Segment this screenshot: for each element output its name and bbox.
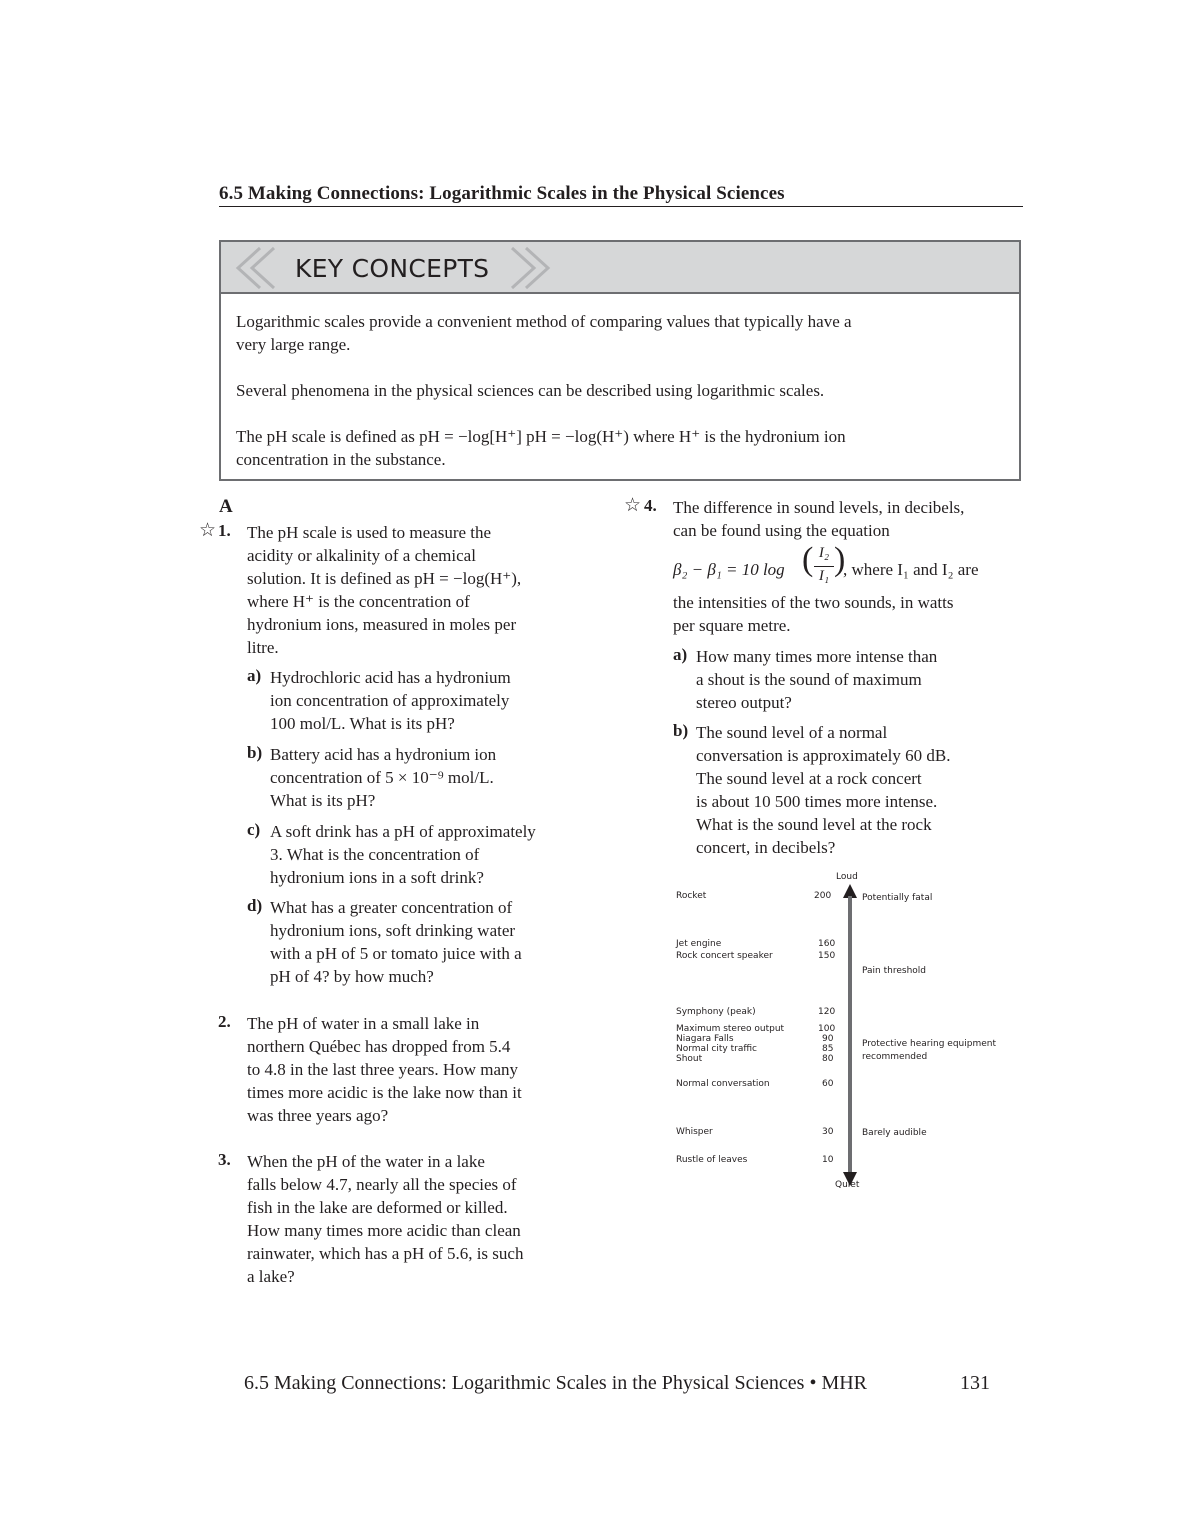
part-label: a) xyxy=(673,645,688,664)
source-label: Whisper xyxy=(676,1127,713,1137)
part-label: c) xyxy=(247,820,261,839)
question-2-text xyxy=(247,1012,592,1127)
text-line: hydronium ions, soft drinking water xyxy=(270,921,516,940)
text-line: a shout is the sound of maximum xyxy=(696,670,922,689)
text-line: with a pH of 5 or tomato juice with a xyxy=(270,944,522,963)
text-line: acidity or alkalinity of a chemical xyxy=(247,546,476,565)
key-concept-line: Several phenomena in the physical sciences can be described using logarithmic scales. xyxy=(236,381,825,400)
axis-top-label: Loud xyxy=(836,872,858,882)
decibel-value: 100 xyxy=(818,1024,836,1034)
text-line: 3. What is the concentration of xyxy=(270,845,480,864)
text-line: 100 mol/L. What is its pH? xyxy=(270,714,455,733)
decibel-value: 90 xyxy=(822,1034,834,1044)
decibel-value: 200 xyxy=(814,891,832,901)
decibel-value: 10 xyxy=(822,1155,834,1165)
page-number: 131 xyxy=(960,1372,990,1394)
text-line: hydronium ions in a soft drink? xyxy=(270,868,484,887)
text-line: concert, in decibels? xyxy=(696,838,836,857)
question-number: 2. xyxy=(218,1012,231,1031)
equation-numerator: I₂ xyxy=(818,545,830,561)
question-1c-text xyxy=(270,820,600,889)
title-divider xyxy=(219,206,1023,207)
text-line: where H⁺ is the concentration of xyxy=(247,592,470,611)
part-label: b) xyxy=(673,721,689,740)
key-concept-line: very large range. xyxy=(236,335,351,354)
part-label: b) xyxy=(247,743,263,762)
text-line: The difference in sound levels, in decibels, xyxy=(673,498,965,517)
text-line: What is its pH? xyxy=(270,791,376,810)
question-number: 3. xyxy=(218,1150,231,1169)
paren-right: ) xyxy=(834,541,846,578)
annotation-label: Potentially fatal xyxy=(862,893,933,903)
text-line: ion concentration of approximately xyxy=(270,691,510,710)
decibel-value: 30 xyxy=(822,1127,834,1137)
text-line: the intensities of the two sounds, in watts xyxy=(673,593,954,612)
question-number: 4. xyxy=(644,496,657,515)
text-line: What has a greater concentration of xyxy=(270,898,513,917)
text-line: litre. xyxy=(247,638,279,657)
annotation-label: Pain threshold xyxy=(862,966,926,976)
text-line: How many times more intense than xyxy=(696,647,938,666)
question-4-text xyxy=(673,496,1013,542)
equation-rest: , where I₁ and I₂ are xyxy=(843,560,979,579)
annotation-label: Protective hearing equipment xyxy=(862,1039,996,1049)
text-line: concentration of 5 × 10⁻⁹ mol/L. xyxy=(270,768,494,787)
text-line: conversation is approximately 60 dB. xyxy=(696,746,951,765)
key-concept-line: Logarithmic scales provide a convenient method of comparing values that typically have a xyxy=(236,312,852,331)
text-line: can be found using the equation xyxy=(673,521,890,540)
text-line: fish in the lake are deformed or killed. xyxy=(247,1198,508,1217)
part-label: d) xyxy=(247,896,263,915)
question-4-text-cont xyxy=(673,591,1013,637)
question-4a-text xyxy=(696,645,1016,714)
decibel-value: 120 xyxy=(818,1007,836,1017)
text-line: How many times more acidic than clean xyxy=(247,1221,521,1240)
paren-left: ( xyxy=(802,541,814,578)
text-line: to 4.8 in the last three years. How many xyxy=(247,1060,518,1079)
text-line: When the pH of the water in a lake xyxy=(247,1152,485,1171)
text-line: stereo output? xyxy=(696,693,792,712)
decibel-value: 85 xyxy=(822,1044,834,1054)
source-label: Symphony (peak) xyxy=(676,1007,756,1017)
source-label: Rocket xyxy=(676,891,707,901)
text-line: falls below 4.7, nearly all the species of xyxy=(247,1175,517,1194)
text-line: The pH scale is used to measure the xyxy=(247,523,492,542)
text-line: The pH of water in a small lake in xyxy=(247,1014,480,1033)
text-line: What is the sound level at the rock xyxy=(696,815,932,834)
text-line: northern Québec has dropped from 5.4 xyxy=(247,1037,511,1056)
question-1-text xyxy=(247,521,592,659)
text-line: The sound level at a rock concert xyxy=(696,769,922,788)
text-line: Battery acid has a hydronium ion xyxy=(270,745,497,764)
page-footer: 6.5 Making Connections: Logarithmic Scales in the Physical Sciences • MHR xyxy=(244,1372,868,1394)
text-line: rainwater, which has a pH of 5.6, is such xyxy=(247,1244,524,1263)
decibel-value: 60 xyxy=(822,1079,834,1089)
equation-denominator: I₁ xyxy=(818,568,830,584)
text-line: hydronium ions, measured in moles per xyxy=(247,615,517,634)
source-label: Rock concert speaker xyxy=(676,951,773,961)
text-line: was three years ago? xyxy=(247,1106,389,1125)
decibel-value: 160 xyxy=(818,939,836,949)
annotation-label: recommended xyxy=(862,1052,928,1062)
level-label: A xyxy=(219,496,233,517)
star-icon: ☆ xyxy=(199,520,217,541)
star-icon: ☆ xyxy=(624,495,642,516)
question-4b-text xyxy=(696,721,1016,859)
decibel-value: 150 xyxy=(818,951,836,961)
text-line: times more acidic is the lake now than it xyxy=(247,1083,522,1102)
sound-level-arrow xyxy=(840,884,860,1186)
text-line: The sound level of a normal xyxy=(696,723,888,742)
source-label: Normal city traffic xyxy=(676,1044,757,1054)
question-1a-text xyxy=(270,666,590,735)
question-1d-text xyxy=(270,896,600,988)
question-number: 1. xyxy=(218,521,231,540)
text-line: pH of 4? by how much? xyxy=(270,967,434,986)
source-label: Jet engine xyxy=(676,939,722,949)
fraction-bar xyxy=(814,566,834,567)
text-line: per square metre. xyxy=(673,616,791,635)
question-3-text xyxy=(247,1150,592,1288)
decibel-value: 80 xyxy=(822,1054,834,1064)
text-line: Hydrochloric acid has a hydronium xyxy=(270,668,511,687)
source-label: Maximum stereo output xyxy=(676,1024,785,1034)
text-line: is about 10 500 times more intense. xyxy=(696,792,938,811)
source-label: Shout xyxy=(676,1054,703,1064)
source-label: Niagara Falls xyxy=(676,1034,734,1044)
source-label: Normal conversation xyxy=(676,1079,770,1089)
source-label: Rustle of leaves xyxy=(676,1155,748,1165)
equation-lhs: β₂ − β₁ = 10 log xyxy=(673,560,785,579)
key-concept-line: concentration in the substance. xyxy=(236,450,446,469)
question-1b-text xyxy=(270,743,590,812)
section-title: 6.5 Making Connections: Logarithmic Scales in the Physical Sciences xyxy=(219,183,785,204)
annotation-label: Barely audible xyxy=(862,1128,927,1138)
text-line: a lake? xyxy=(247,1267,295,1286)
text-line: A soft drink has a pH of approximately xyxy=(270,822,536,841)
axis-bottom-label: Quiet xyxy=(835,1180,860,1190)
key-concept-line: The pH scale is defined as pH = −log[H⁺] pH = −log(H⁺) where H⁺ is the hydronium ion xyxy=(236,427,846,446)
part-label: a) xyxy=(247,666,262,685)
key-concepts-title: KEY CONCEPTS xyxy=(295,254,490,283)
text-line: solution. It is defined as pH = −log(H⁺), xyxy=(247,569,522,588)
